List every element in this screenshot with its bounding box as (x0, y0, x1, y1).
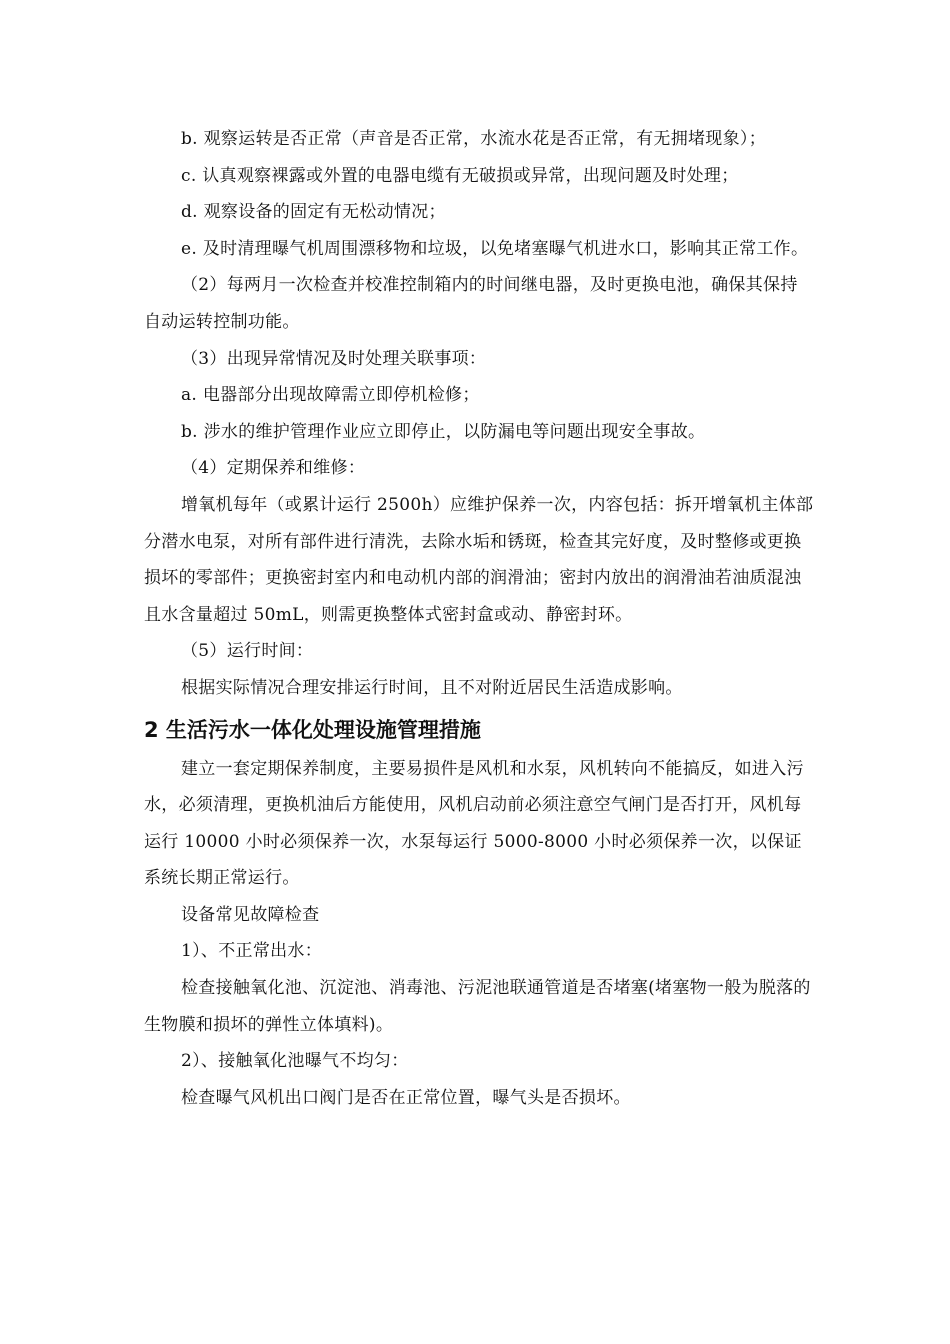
paragraph-section2-intro: 建立一套定期保养制度，主要易损件是风机和水泵，风机转向不能搞反，如进入污水，必须清理，更换机油后方能使用，风机启动前必须注意空气闸门是否打开，风机每运行 10000 小时必须保养一次，水泵每运行 5000-8000 小时必须保养一次，以保证系统长期正常运行。 (144, 758, 804, 889)
paragraph-point-4-body: 增氧机每年（或累计运行 2500h）应维护保养一次，内容包括：拆开增氧机主体部分潜水电泵，对所有部件进行清洗，去除水垢和锈斑，检查其完好度，及时整修或更换损坏的零部件；更换密封室内和电动机内部的润滑油；密封内放出的润滑油若油质混浊且水含量超过 50mL，则需更换整体式密封盒或动、静密封环。 (144, 494, 814, 625)
paragraph-fault2-body: 检查曝气风机出口阀门是否在正常位置，曝气头是否损坏。 (181, 1087, 631, 1108)
paragraph-point-3: （3）出现异常情况及时处理关联事项： (181, 348, 487, 369)
paragraph-point-3-a: a. 电器部分出现故障需立即停机检修； (181, 385, 480, 406)
paragraph-item-b: b. 观察运转是否正常（声音是否正常，水流水花是否正常，有无拥堵现象）； (181, 129, 766, 149)
paragraph-faults-title: 设备常见故障检查 (181, 904, 320, 925)
paragraph-point-5: （5）运行时间： (181, 641, 314, 662)
paragraph-item-d: d. 观察设备的固定有无松动情况； (181, 202, 446, 223)
paragraph-item-c: c. 认真观察裸露或外置的电器电缆有无破损或异常，出现问题及时处理； (181, 165, 739, 186)
paragraph-point-3-b: b. 涉水的维护管理作业应立即停止，以防漏电等问题出现安全事故。 (181, 421, 706, 442)
paragraph-item-e: e. 及时清理曝气机周围漂移物和垃圾，以免堵塞曝气机进水口，影响其正常工作。 (181, 238, 809, 259)
document-body (144, 121, 814, 1116)
paragraph-point-4: （4）定期保养和维修： (181, 458, 366, 479)
paragraph-fault1-body: 检查接触氧化池、沉淀池、消毒池、污泥池联通管道是否堵塞(堵塞物一般为脱落的生物膜和损坏的弹性立体填料)。 (144, 978, 811, 1035)
paragraph-fault2-title: 2）、接触氧化池曝气不均匀： (181, 1051, 409, 1072)
section-heading: 2 生活污水一体化处理设施管理措施 (144, 717, 481, 742)
paragraph-point-5-body: 根据实际情况合理安排运行时间，且不对附近居民生活造成影响。 (181, 677, 683, 698)
paragraph-fault1-title: 1）、不正常出水： (181, 941, 323, 962)
paragraph-point-2: （2）每两月一次检查并校准控制箱内的时间继电器，及时更换电池，确保其保持自动运转控制功能。 (144, 275, 798, 332)
